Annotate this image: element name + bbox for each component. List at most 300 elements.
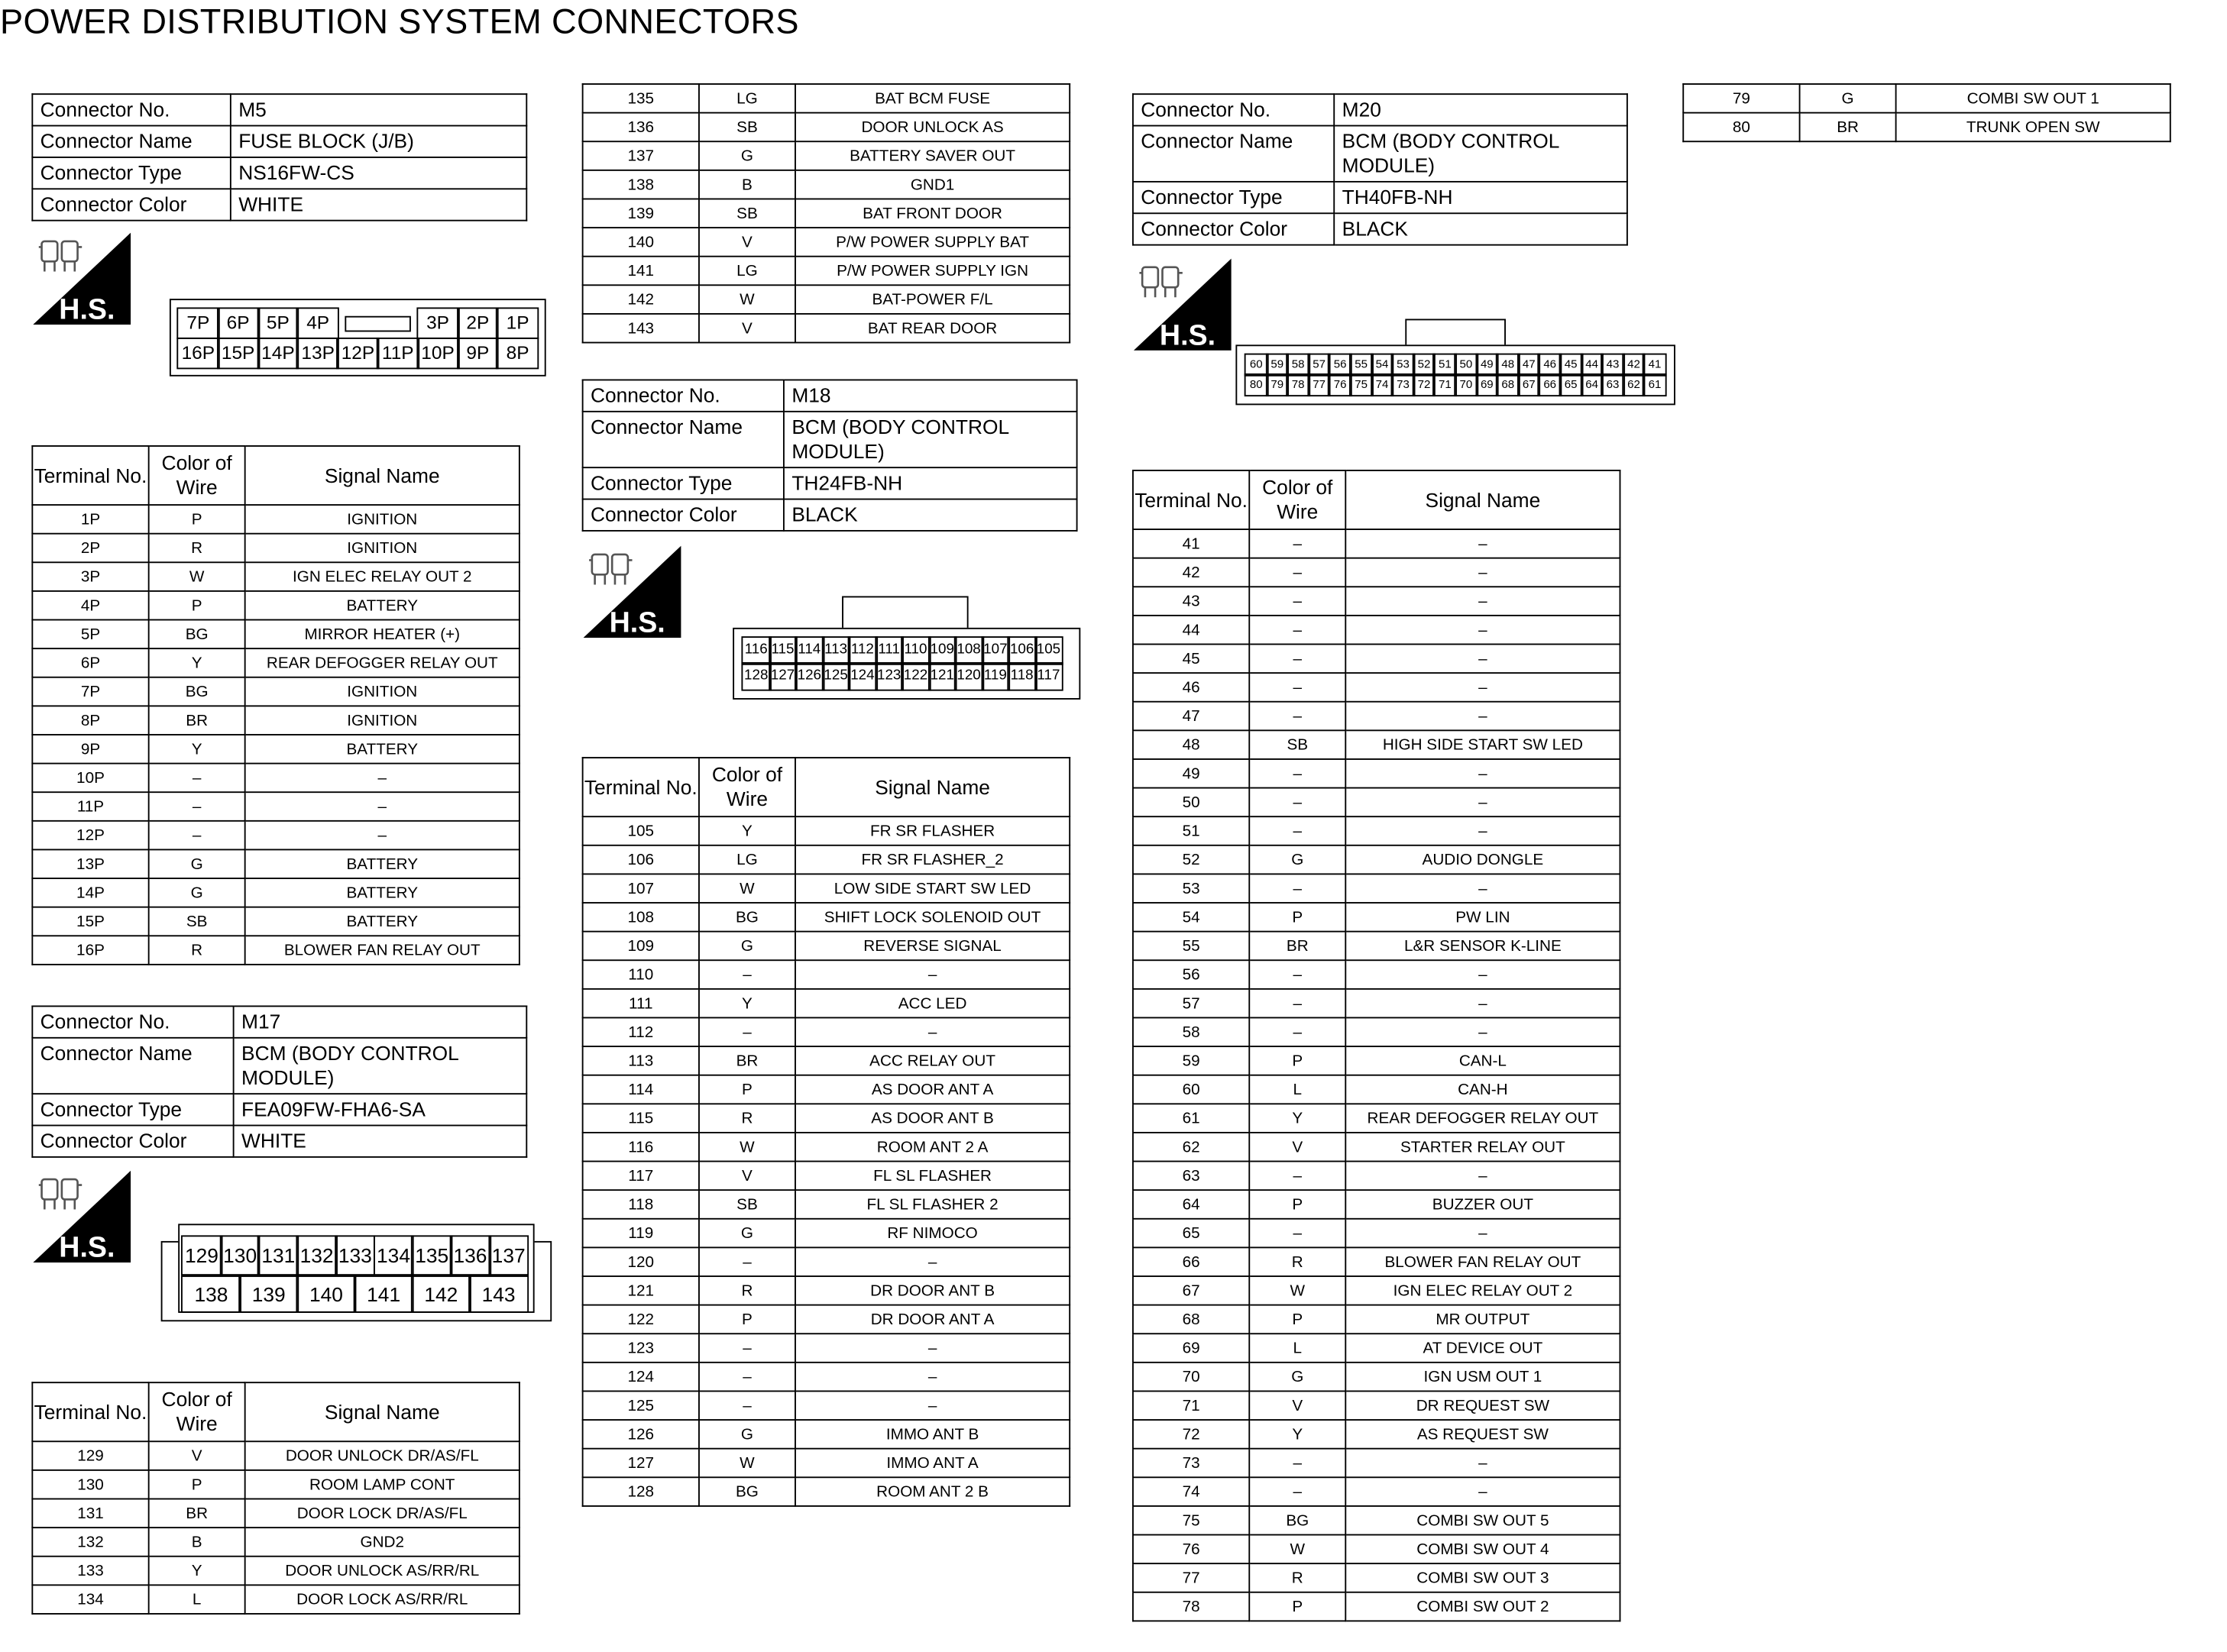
- wire-color: –: [1249, 1449, 1345, 1478]
- terminal-no: 138: [583, 170, 699, 199]
- signal-name: BLOWER FAN RELAY OUT: [245, 936, 520, 965]
- wire-color: V: [1249, 1391, 1345, 1420]
- pin-number: 75: [1349, 373, 1373, 396]
- terminal-no: 77: [1133, 1563, 1249, 1592]
- signal-name: –: [1345, 874, 1620, 903]
- terminal-no: 16P: [32, 936, 148, 965]
- table-row: [1133, 989, 1620, 1018]
- wire-color: G: [1249, 845, 1345, 874]
- label-connector-name: Connector Name: [32, 1038, 233, 1094]
- pin-number: 49: [1475, 354, 1499, 377]
- table-row: [1133, 644, 1620, 673]
- terminal-no: 8P: [32, 706, 148, 735]
- signal-name: COMBI SW OUT 2: [1345, 1592, 1620, 1621]
- pin-number: 138: [181, 1275, 241, 1313]
- label-connector-no: Connector No.: [583, 380, 784, 411]
- terminal-no: 13P: [32, 849, 148, 878]
- terminal-no: 126: [583, 1420, 699, 1449]
- pin-number: 113: [821, 636, 851, 665]
- table-row: [1133, 1535, 1620, 1564]
- table-row: [583, 1334, 1070, 1363]
- table-row: [32, 562, 520, 591]
- signal-name: IGNITION: [245, 706, 520, 735]
- signal-name: DOOR LOCK DR/AS/FL: [245, 1499, 520, 1528]
- table-row: [583, 1247, 1070, 1276]
- terminal-no: 71: [1133, 1391, 1249, 1420]
- table-row: [32, 677, 520, 706]
- terminal-no: 73: [1133, 1449, 1249, 1478]
- wire-color: R: [149, 936, 245, 965]
- table-row: [32, 534, 520, 563]
- wire-color: –: [1249, 644, 1345, 673]
- header-terminal-no: Terminal No.: [1133, 470, 1249, 529]
- pin-number: 67: [1517, 373, 1541, 396]
- label-connector-color: Connector Color: [32, 1126, 233, 1157]
- header-terminal-no: Terminal No.: [583, 758, 699, 816]
- label-connector-no: Connector No.: [32, 94, 231, 125]
- wire-color: B: [149, 1528, 245, 1557]
- signal-name: –: [245, 821, 520, 850]
- wire-color: V: [1249, 1133, 1345, 1162]
- terminal-no: 11P: [32, 792, 148, 821]
- table-row: [1133, 1334, 1620, 1363]
- terminal-no: 127: [583, 1449, 699, 1478]
- wire-color: –: [1249, 1477, 1345, 1506]
- m18-info-table: [582, 380, 1078, 532]
- terminal-no: 49: [1133, 759, 1249, 788]
- terminal-no: 72: [1133, 1420, 1249, 1449]
- pin-number: 128: [741, 662, 771, 691]
- signal-name: –: [1345, 616, 1620, 645]
- terminal-no: 122: [583, 1305, 699, 1334]
- signal-name: BATTERY: [245, 878, 520, 907]
- pin-number: 137: [488, 1235, 529, 1275]
- harness-side-icon: [33, 233, 131, 325]
- terminal-no: 118: [583, 1190, 699, 1219]
- signal-name: ROOM ANT 2 A: [795, 1133, 1070, 1162]
- signal-name: IGNITION: [245, 677, 520, 706]
- terminal-no: 111: [583, 989, 699, 1018]
- table-row: [583, 314, 1070, 343]
- pin-number: 13P: [296, 338, 339, 369]
- wire-color: –: [1249, 1219, 1345, 1248]
- wire-color: Y: [149, 648, 245, 677]
- terminal-no: 113: [583, 1046, 699, 1075]
- terminal-no: 47: [1133, 702, 1249, 731]
- pin-number: 12P: [336, 338, 379, 369]
- hs-label: H.S.: [609, 606, 665, 638]
- wire-color: G: [149, 878, 245, 907]
- pin-number: 42: [1622, 354, 1646, 377]
- wire-color: R: [149, 534, 245, 563]
- terminal-no: 60: [1133, 1075, 1249, 1104]
- m20-connector-face: [1235, 319, 1675, 402]
- pin-number: 139: [238, 1275, 299, 1313]
- wire-color: R: [699, 1276, 795, 1305]
- terminal-no: 9P: [32, 735, 148, 764]
- terminal-no: 43: [1133, 587, 1249, 616]
- wire-color: Y: [1249, 1420, 1345, 1449]
- wire-color: –: [1249, 1017, 1345, 1046]
- terminal-no: 44: [1133, 616, 1249, 645]
- terminal-no: 142: [583, 285, 699, 314]
- signal-name: IGNITION: [245, 505, 520, 534]
- signal-name: –: [1345, 587, 1620, 616]
- label-connector-color: Connector Color: [32, 189, 231, 220]
- pin-number: 10P: [416, 338, 459, 369]
- wire-color: –: [699, 1363, 795, 1392]
- table-row: [1133, 874, 1620, 903]
- terminal-no: 133: [32, 1557, 148, 1586]
- signal-name: RF NIMOCO: [795, 1219, 1070, 1248]
- wire-color: –: [1249, 1162, 1345, 1191]
- table-row: [1133, 616, 1620, 645]
- terminal-no: 109: [583, 932, 699, 961]
- pin-number: 110: [901, 636, 931, 665]
- wire-color: LG: [699, 845, 795, 874]
- wire-color: W: [1249, 1276, 1345, 1305]
- pin-number: 118: [1007, 662, 1037, 691]
- table-row: [32, 764, 520, 793]
- m17-connector-no: M17: [234, 1006, 527, 1037]
- wire-color: LG: [699, 84, 795, 113]
- wire-color: B: [699, 170, 795, 199]
- table-row: [32, 878, 520, 907]
- table-row: [32, 1470, 520, 1499]
- signal-name: –: [795, 1017, 1070, 1046]
- table-row: [583, 141, 1070, 170]
- table-row: [583, 1046, 1070, 1075]
- signal-name: –: [795, 1334, 1070, 1363]
- pin-number: 78: [1287, 373, 1310, 396]
- terminal-no: 54: [1133, 903, 1249, 932]
- table-row: [32, 735, 520, 764]
- signal-name: –: [795, 1363, 1070, 1392]
- m5-connector-type: NS16FW-CS: [231, 157, 526, 189]
- pin-number: 9P: [456, 338, 499, 369]
- wire-color: –: [699, 1391, 795, 1420]
- table-row: [583, 1276, 1070, 1305]
- signal-name: DOOR LOCK AS/RR/RL: [245, 1585, 520, 1614]
- signal-name: ROOM ANT 2 B: [795, 1477, 1070, 1506]
- table-row: [583, 1190, 1070, 1219]
- terminal-no: 6P: [32, 648, 148, 677]
- signal-name: –: [795, 1391, 1070, 1420]
- terminal-no: 50: [1133, 788, 1249, 817]
- signal-name: BATTERY: [245, 907, 520, 936]
- terminal-no: 143: [583, 314, 699, 343]
- signal-name: DOOR UNLOCK AS: [795, 113, 1070, 142]
- terminal-no: 64: [1133, 1190, 1249, 1219]
- table-row: [1133, 1219, 1620, 1248]
- pin-number: 106: [1007, 636, 1037, 665]
- signal-name: ROOM LAMP CONT: [245, 1470, 520, 1499]
- table-row: [32, 821, 520, 850]
- signal-name: FR SR FLASHER: [795, 816, 1070, 845]
- signal-name: –: [1345, 702, 1620, 731]
- pin-number: 126: [795, 662, 824, 691]
- signal-name: REVERSE SIGNAL: [795, 932, 1070, 961]
- table-row: [1133, 1075, 1620, 1104]
- terminal-no: 14P: [32, 878, 148, 907]
- pin-number: 105: [1034, 636, 1063, 665]
- signal-name: AS DOOR ANT B: [795, 1104, 1070, 1133]
- wire-color: –: [1249, 788, 1345, 817]
- pin-number: 135: [411, 1235, 452, 1275]
- pin-number: 141: [354, 1275, 414, 1313]
- pin-number: 115: [768, 636, 798, 665]
- wire-color: P: [1249, 1046, 1345, 1075]
- pin-number: 11P: [377, 338, 419, 369]
- label-connector-color: Connector Color: [583, 499, 784, 531]
- pin-number: 133: [335, 1235, 376, 1275]
- table-row: [583, 1162, 1070, 1191]
- table-row: [1133, 759, 1620, 788]
- table-row: [583, 257, 1070, 286]
- terminal-no: 66: [1133, 1247, 1249, 1276]
- m20-connector-type: TH40FB-NH: [1334, 182, 1627, 213]
- terminal-no: 114: [583, 1075, 699, 1104]
- pin-number: 41: [1643, 354, 1666, 377]
- wire-color: –: [149, 792, 245, 821]
- table-row: [1133, 558, 1620, 587]
- table-row: [32, 792, 520, 821]
- signal-name: P/W POWER SUPPLY IGN: [795, 257, 1070, 286]
- m20-connector-name: BCM (BODY CONTROL MODULE): [1334, 126, 1627, 182]
- wire-color: –: [149, 821, 245, 850]
- m20-pin-table-part1: [1132, 470, 1620, 1621]
- wire-color: P: [149, 1470, 245, 1499]
- wire-color: Y: [1249, 1104, 1345, 1133]
- label-connector-type: Connector Type: [1133, 182, 1334, 213]
- terminal-no: 140: [583, 228, 699, 257]
- m18-connector-face: [733, 596, 1077, 697]
- signal-name: BATTERY SAVER OUT: [795, 141, 1070, 170]
- terminal-no: 137: [583, 141, 699, 170]
- wire-color: BG: [149, 620, 245, 649]
- signal-name: –: [1345, 989, 1620, 1018]
- terminal-no: 45: [1133, 644, 1249, 673]
- m17-info-table: [31, 1005, 527, 1157]
- wire-color: –: [1249, 616, 1345, 645]
- terminal-no: 124: [583, 1363, 699, 1392]
- table-row: [1133, 1276, 1620, 1305]
- signal-name: IMMO ANT B: [795, 1420, 1070, 1449]
- header-terminal-no: Terminal No.: [32, 446, 148, 505]
- signal-name: BATTERY: [245, 735, 520, 764]
- wire-color: Y: [149, 1557, 245, 1586]
- table-row: [1133, 1017, 1620, 1046]
- wire-color: BG: [149, 677, 245, 706]
- pin-number: 63: [1601, 373, 1624, 396]
- pin-number: 140: [296, 1275, 356, 1313]
- table-row: [1133, 702, 1620, 731]
- pin-number: 125: [821, 662, 851, 691]
- table-row: [583, 816, 1070, 845]
- header-color-of-wire: Color of Wire: [149, 1382, 245, 1441]
- pin-number: 77: [1307, 373, 1331, 396]
- terminal-no: 48: [1133, 730, 1249, 759]
- pin-number: 57: [1307, 354, 1331, 377]
- wire-color: Y: [149, 735, 245, 764]
- wire-color: G: [699, 1219, 795, 1248]
- terminal-no: 75: [1133, 1506, 1249, 1535]
- wire-color: –: [699, 1247, 795, 1276]
- table-row: [32, 1585, 520, 1614]
- wire-color: W: [699, 1133, 795, 1162]
- m5-connector-no: M5: [231, 94, 526, 125]
- wire-color: SB: [699, 199, 795, 228]
- pin-number: 6P: [217, 307, 260, 338]
- table-row: [1133, 788, 1620, 817]
- signal-name: COMBI SW OUT 3: [1345, 1563, 1620, 1592]
- terminal-no: 70: [1133, 1363, 1249, 1392]
- header-color-of-wire: Color of Wire: [699, 758, 795, 816]
- pin-number: 131: [257, 1235, 299, 1275]
- signal-name: COMBI SW OUT 5: [1345, 1506, 1620, 1535]
- pin-number: 15P: [217, 338, 260, 369]
- terminal-no: 116: [583, 1133, 699, 1162]
- signal-name: P/W POWER SUPPLY BAT: [795, 228, 1070, 257]
- label-connector-name: Connector Name: [32, 126, 231, 157]
- pin-number: 112: [848, 636, 878, 665]
- table-row: [1133, 1305, 1620, 1334]
- terminal-no: 78: [1133, 1592, 1249, 1621]
- pin-number: 73: [1391, 373, 1415, 396]
- m18-connector-name: BCM (BODY CONTROL MODULE): [784, 412, 1077, 467]
- table-row: [583, 113, 1070, 142]
- pin-number: 80: [1245, 373, 1268, 396]
- table-row: [32, 849, 520, 878]
- signal-name: IMMO ANT A: [795, 1449, 1070, 1478]
- m17-pin-table-part2: [582, 83, 1070, 343]
- table-row: [583, 1075, 1070, 1104]
- pin-number: 72: [1412, 373, 1436, 396]
- pin-number: 116: [741, 636, 771, 665]
- terminal-no: 68: [1133, 1305, 1249, 1334]
- wire-color: –: [1249, 759, 1345, 788]
- signal-name: –: [1345, 558, 1620, 587]
- pin-number: 50: [1454, 354, 1478, 377]
- table-row: [1133, 903, 1620, 932]
- pin-number: 69: [1475, 373, 1499, 396]
- signal-name: GND2: [245, 1528, 520, 1557]
- pin-number: 129: [181, 1235, 222, 1275]
- table-row: [32, 907, 520, 936]
- pin-number: 66: [1538, 373, 1562, 396]
- harness-side-icon: [33, 1171, 131, 1262]
- terminal-no: 130: [32, 1470, 148, 1499]
- terminal-no: 108: [583, 903, 699, 932]
- terminal-no: 117: [583, 1162, 699, 1191]
- wire-color: V: [149, 1441, 245, 1470]
- table-row: [583, 170, 1070, 199]
- signal-name: DOOR UNLOCK DR/AS/FL: [245, 1441, 520, 1470]
- terminal-no: 115: [583, 1104, 699, 1133]
- wire-color: W: [149, 562, 245, 591]
- signal-name: BATTERY: [245, 849, 520, 878]
- table-row: [32, 591, 520, 620]
- terminal-no: 67: [1133, 1276, 1249, 1305]
- wire-color: G: [699, 141, 795, 170]
- wire-color: BR: [149, 706, 245, 735]
- wire-color: R: [1249, 1563, 1345, 1592]
- pin-number: 79: [1265, 373, 1289, 396]
- table-row: [1133, 1046, 1620, 1075]
- wire-color: L: [1249, 1075, 1345, 1104]
- harness-side-icon: [1134, 259, 1232, 351]
- table-row: [1133, 1477, 1620, 1506]
- signal-name: –: [1345, 644, 1620, 673]
- pin-number: 62: [1622, 373, 1646, 396]
- signal-name: AT DEVICE OUT: [1345, 1334, 1620, 1363]
- terminal-no: 55: [1133, 932, 1249, 961]
- wire-color: –: [1249, 529, 1345, 558]
- wire-color: BG: [699, 1477, 795, 1506]
- pin-number: 134: [373, 1235, 414, 1275]
- wire-color: Y: [699, 816, 795, 845]
- wire-color: SB: [1249, 730, 1345, 759]
- pin-number: 58: [1287, 354, 1310, 377]
- table-row: [32, 936, 520, 965]
- header-color-of-wire: Color of Wire: [149, 446, 245, 505]
- signal-name: –: [1345, 816, 1620, 845]
- wire-color: L: [149, 1585, 245, 1614]
- terminal-no: 135: [583, 84, 699, 113]
- table-row: [1133, 587, 1620, 616]
- terminal-no: 129: [32, 1441, 148, 1470]
- terminal-no: 63: [1133, 1162, 1249, 1191]
- table-row: [1133, 1162, 1620, 1191]
- wire-color: G: [1800, 84, 1896, 113]
- pin-number: 46: [1538, 354, 1562, 377]
- table-row: [583, 1133, 1070, 1162]
- m17-connector-type: FEA09FW-FHA6-SA: [234, 1094, 527, 1125]
- wire-color: –: [699, 960, 795, 989]
- signal-name: FL SL FLASHER 2: [795, 1190, 1070, 1219]
- table-row: [583, 1104, 1070, 1133]
- table-row: [1133, 730, 1620, 759]
- terminal-no: 15P: [32, 907, 148, 936]
- m17-connector-color: WHITE: [234, 1126, 527, 1157]
- wire-color: R: [1249, 1247, 1345, 1276]
- table-row: [583, 1219, 1070, 1248]
- table-row: [583, 1305, 1070, 1334]
- terminal-no: 106: [583, 845, 699, 874]
- pin-number: 108: [954, 636, 984, 665]
- signal-name: CAN-L: [1345, 1046, 1620, 1075]
- hs-label: H.S.: [59, 293, 115, 325]
- pin-number: 16P: [176, 338, 219, 369]
- signal-name: AS DOOR ANT A: [795, 1075, 1070, 1104]
- hs-label: H.S.: [59, 1230, 115, 1263]
- signal-name: HIGH SIDE START SW LED: [1345, 730, 1620, 759]
- table-row: [583, 84, 1070, 113]
- signal-name: –: [1345, 1219, 1620, 1248]
- m18-connector-color: BLACK: [784, 499, 1077, 531]
- signal-name: STARTER RELAY OUT: [1345, 1133, 1620, 1162]
- table-row: [1133, 1563, 1620, 1592]
- signal-name: –: [1345, 1477, 1620, 1506]
- hs-label: H.S.: [1159, 318, 1216, 351]
- table-row: [1133, 529, 1620, 558]
- terminal-no: 132: [32, 1528, 148, 1557]
- table-row: [1133, 960, 1620, 989]
- signal-name: REAR DEFOGGER RELAY OUT: [1345, 1104, 1620, 1133]
- wire-color: G: [699, 932, 795, 961]
- terminal-no: 76: [1133, 1535, 1249, 1564]
- table-row: [583, 1391, 1070, 1420]
